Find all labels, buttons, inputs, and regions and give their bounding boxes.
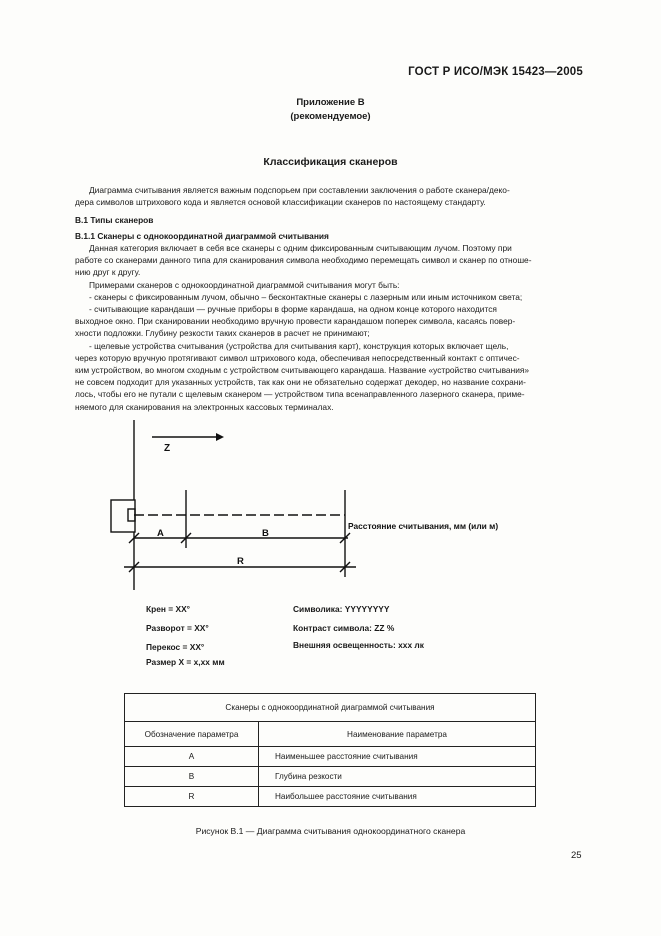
b1-heading: В.1 Типы сканеров [75, 215, 154, 225]
text-line: хности подложки. Глубину резкости таких сканеров в расчет не принимают; [75, 328, 370, 339]
param-contrast: Контраст символа: ZZ % [293, 623, 395, 633]
param-symbology: Символика: YYYYYYYY [293, 604, 390, 614]
param-rotation: Разворот = XX° [146, 623, 209, 633]
parameter-table [124, 693, 536, 807]
param-roll: Крен = XX° [146, 604, 191, 614]
text-line: нию друг к другу. [75, 267, 141, 278]
param-skew: Перекос = XX° [146, 642, 205, 652]
table-row [125, 747, 536, 767]
text-line: няемого для сканирования на электронных кассовых терминалах. [75, 401, 334, 412]
table-cell-name: Глубина резкости [259, 767, 536, 787]
table-header-name: Наименование параметра [259, 722, 536, 747]
table-cell-code: A [125, 747, 259, 767]
intro-line: Диаграмма считывания является важным подспорьем при составлении заключения о работе сканера/деко- [89, 185, 510, 195]
section-title: Классификация сканеров [263, 156, 398, 168]
text-line: - сканеры с фиксированным лучом, обычно – бесконтактные сканеры с лазерным или иным источником света; [89, 291, 523, 302]
axis-label: Расстояние считывания, мм (или м) [348, 521, 499, 531]
text-line: Данная категория включает в себя все сканеры с одним фиксированным считывающим лучом. Поэтому при [89, 243, 512, 253]
text-line: лось, чтобы его не путали с щелевым сканером — устройством типа всенаправленного лазерного сканера, приме- [75, 389, 525, 400]
appendix-status: (рекомендуемое) [290, 111, 371, 122]
page-number: 25 [571, 850, 582, 861]
param-illumination: Внешняя освещенность: ххх лк [293, 640, 424, 650]
document-header: ГОСТ Р ИСО/МЭК 15423—2005 [408, 66, 583, 78]
text-line: - щелевые устройства считывания (устройства для считывания карт), конструкция которых включает щель, [89, 340, 509, 351]
text-line: работе со сканерами данного типа для сканирования символа необходимо перемещать символ и сканер по отноше- [75, 255, 532, 266]
table-row [125, 767, 536, 787]
table-header-code: Обозначение параметра [125, 722, 259, 747]
text-line: Примерами сканеров с однокоординатной диаграммой считывания могут быть: [89, 279, 400, 290]
table-cell-name: Наименьшее расстояние считывания [259, 747, 536, 767]
b-label: B [262, 528, 269, 539]
table-cell-name: Наибольшее расстояние считывания [259, 787, 536, 807]
r-label: R [237, 556, 244, 567]
text-line: ким устройством, во многом сходным с устройством считывающего карандаша. Название «устройство считывания» [75, 365, 530, 376]
b11-heading: В.1.1 Сканеры с однокоординатной диаграммой считывания [75, 231, 329, 241]
text-line: не совсем подходит для указанных устройств, так как они не обязательно содержат декодер, но название сохрани- [75, 377, 526, 388]
table-cell-code: R [125, 787, 259, 807]
table-cell-code: B [125, 767, 259, 787]
text-line: выходное окно. При сканировании необходимо вручную провести карандашом поперек символа, касаясь повер- [75, 316, 516, 327]
text-line: через которую вручную протягивают символ штрихового кода, обеспечивая непосредственный контакт с оптичес- [75, 352, 520, 363]
appendix-title: Приложение В [296, 97, 365, 108]
intro-line: дера символов штрихового кода и является основой классификации сканеров по настоящему стандарту. [75, 197, 486, 208]
text-line: - считывающие карандаши — ручные приборы в форме карандаша, на одном конце которого находится [89, 304, 497, 315]
scanner-body [111, 500, 135, 532]
table-caption: Сканеры с однокоординатной диаграммой считывания [125, 694, 536, 722]
figure-caption: Рисунок В.1 — Диаграмма считывания однокоординатного сканера [195, 826, 466, 836]
a-label: A [157, 528, 164, 539]
param-x-size: Размер X = х,хх мм [146, 657, 225, 667]
z-label: Z [164, 443, 171, 454]
z-arrow-head [216, 433, 224, 441]
table-row [125, 787, 536, 807]
